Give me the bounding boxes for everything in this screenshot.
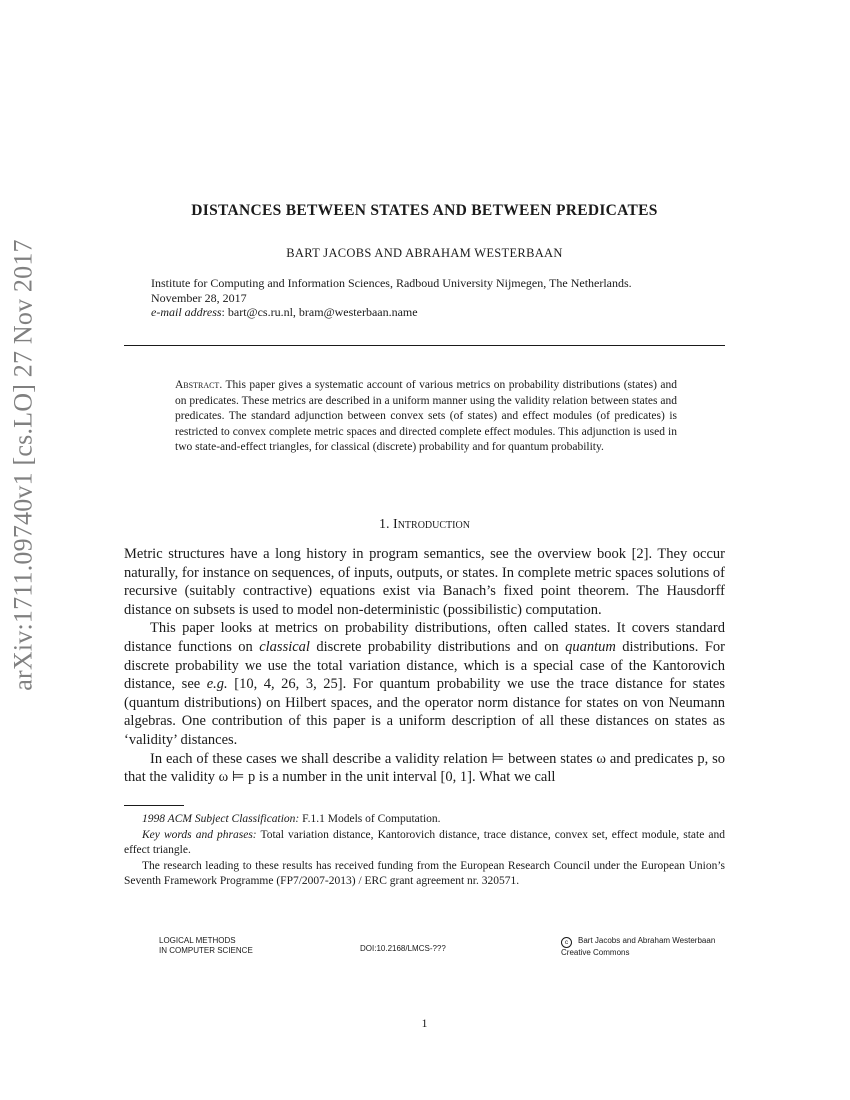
affiliation: Institute for Computing and Information Sciences, Radboud University Nijmegen, The Netherlands. [151,276,632,290]
footnote-keywords [124,828,725,859]
affiliation-block [151,276,711,320]
keywords-label: Key words and phrases: [142,828,257,841]
footnotes [124,812,725,890]
date: November 28, 2017 [151,290,247,305]
section-title: Introduction [393,517,470,532]
copyright-holder: Bart Jacobs and Abraham Westerbaan [578,936,716,945]
msc-label: 1998 ACM Subject Classification: [142,813,300,825]
copyright-icon: c [561,937,572,948]
journal-line-2: IN COMPUTER SCIENCE [159,945,253,955]
abstract-label: Abstract. [175,379,223,391]
copyright-line [561,936,715,948]
keywords-value: Total variation distance, Kantorovich distance, trace distance, convex set, effect module, state and effect triangle. [124,828,725,856]
emphasis-eg: e.g. [206,676,228,693]
paragraph-2-part-c: distributions. For discrete probability we use the total variation distance, which is a special case of the Kantorovich distance, see [124,638,725,693]
email-value: : bart@cs.ru.nl, bram@westerbaan.name [221,305,418,319]
abstract [175,378,677,456]
footnote-funding: The research leading to these results has received funding from the European Research Council under the European Union’s Seventh Framework Programme (FP7/2007-2013) / ERC grant agreement nr. 320571. [124,859,725,887]
copyright-block [561,936,715,958]
section-number: 1. [379,517,390,532]
email-line [151,305,711,320]
paragraph-2 [124,619,725,749]
journal-name [159,936,253,955]
journal-line-1: LOGICAL METHODS [159,936,236,945]
paragraph-3: In each of these cases we shall describe a validity relation ⊨ between states ω and predicates p, so that the validity ω ⊨ p is a number in the unit interval [0, 1]. What we call [124,750,725,786]
paragraph-2-part-d: [10, 4, 26, 3, 25]. For quantum probability we use the trace distance for states (quantum distributions) on Hilbert spaces, and the operator norm distance for states on von Neumann algebras. One contribution of this paper is a uniform description of all these distances on states as ‘validity’ distances. [124,676,725,748]
paragraph-2-part-a: This paper looks at metrics on probability distributions, often called states. It covers standard distance functions on [124,620,725,655]
email-label: e-mail address [151,305,222,319]
emphasis-quantum: quantum [565,638,616,655]
paper-authors: BART JACOBS AND ABRAHAM WESTERBAAN [286,246,563,260]
arxiv-stamp [4,239,44,691]
footnote-msc [124,812,725,828]
page-number: 1 [421,1016,428,1030]
license: Creative Commons [561,948,630,957]
body-text [124,545,725,787]
header-rule [124,345,725,346]
paragraph-1: Metric structures have a long history in program semantics, see the overview book [2]. They occur naturally, for instance on sequences, of inputs, outputs, or states. In complete metric spaces solutions of recursive (suitably contractive) equations exist via Banach’s fixed point theorem. The Hausdorff distance on subsets is used to model non-deterministic (possibilistic) computation. [124,546,725,618]
footnote-rule [124,805,184,806]
paper-title: DISTANCES BETWEEN STATES AND BETWEEN PREDICATES [191,202,658,219]
arxiv-stamp-text: arXiv:1711.09740v1 [cs.LO] 27 Nov 2017 [9,239,38,691]
emphasis-classical: classical [259,638,310,655]
doi: DOI:10.2168/LMCS-??? [360,944,446,953]
abstract-text: This paper gives a systematic account of various metrics on probability distributions (states) and on predicates. These metrics are described in a uniform manner using the validity relation between states and predicates. The standard adjunction between convex sets (of states) and effect modules (of predicates) is restricted to convex complete metric spaces and directed complete effect modules. This adjunction is used in two state-and-effect triangles, for classical (discrete) probability and for quantum probability. [175,379,677,454]
paragraph-2-part-b: discrete probability distributions and on [309,638,566,655]
msc-value: F.1.1 Models of Computation. [299,813,441,825]
section-heading [124,517,725,533]
